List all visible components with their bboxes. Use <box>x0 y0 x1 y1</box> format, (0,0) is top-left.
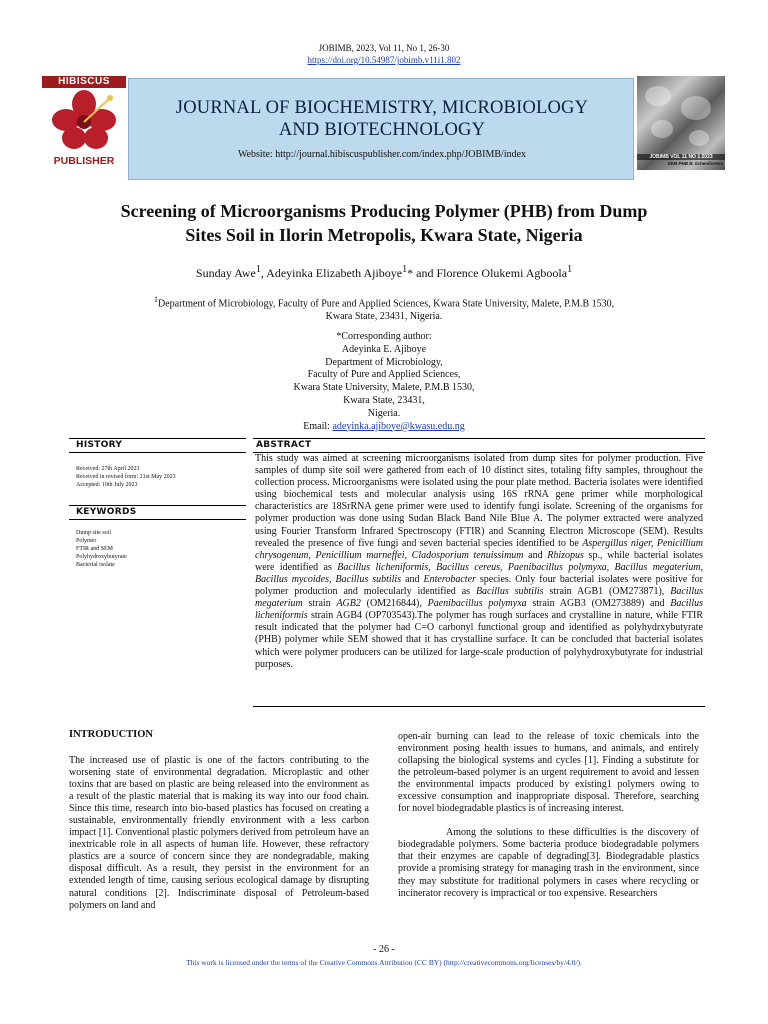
logo-top-text: HIBISCUS <box>42 76 126 88</box>
divider <box>69 438 246 439</box>
divider <box>69 505 246 506</box>
hibiscus-flower-icon <box>44 88 124 154</box>
page-number: - 26 - <box>373 944 395 955</box>
divider <box>69 519 246 520</box>
citation-header <box>0 42 768 66</box>
author-name: Sunday Awe <box>195 266 256 280</box>
paper-title <box>60 199 708 247</box>
paragraph: The increased use of plastic is one of the factors contributing to the worsening state of environmental degradation. Microplastic and other toxins that are based on plastic are being released into the environment as a result of the plastic material that is making its way into our food chain. Since this time, research into bio-based plastics has focused on creating a sustainable, environmentally friendly environment with a less carbon impact [1]. Conventional plastic polymers derived from petroleum have an inextricable role in all aspects of human life. However, these refractory plastics are a source of concern since they are nondegradable, making disposal difficult. As a result, they persist in the environment for an extended length of time, causing serious ecological damage by disrupting natural conditions [2]. Indiscriminate disposal of Petroleum-based polymers on land and <box>69 755 369 911</box>
divider <box>69 452 246 453</box>
keyword-item: Dump site soil <box>76 530 112 536</box>
journal-banner <box>42 76 725 184</box>
journal-title-box <box>128 78 634 180</box>
divider <box>253 706 705 707</box>
paper-title-line1: Screening of Microorganisms Producing Polymer (PHB) from Dump <box>120 201 648 221</box>
keywords-heading: KEYWORDS <box>76 507 137 517</box>
affiliation: $^1$Department of Microbiology, Faculty of Pure and Applied Sciences, Kwara State University, Malete, P.M.B 1530, Kwara State, 23431, Nigeria. <box>153 295 615 323</box>
publisher-logo <box>42 76 126 170</box>
journal-title-line1: JOURNAL OF BIOCHEMISTRY, MICROBIOLOGY <box>175 98 589 118</box>
keyword-item: Polyhydroxybutyrate <box>76 554 127 560</box>
abstract-text: This study was aimed at screening microorganisms isolated from dump sites for polymer production. Five samples of dump site soil were gathered from each of 10 distinct sites, totaling fifty samples, throughout the collection process. Microorganisms were isolated using the pour plate method. Bacteria isolates were identified using biochemical tests and molecular analysis using 16S rRNA gene primer while morphological characteristics are 18SrRNA gene primer were used to identify fungi isolate. Screening of the organisms for polymer production was done using Sudan Black Band Nile Blue A. The polymer extracted were analyzed using Fourier Transform Infrared Spectroscopy (FTIR) and Scanning Electron Microscope (SEM). Results revealed the presence of five fungi and seven bacterial species identified to be Aspergillus niger, Penicillium chrysogenum, Penicillium marneffei, Cladosporium tenuissimum and Rhizopus sp., while bacterial isolates were identified as Bacillus licheniformis, Bacillus cereus, Paenibacillus polymyxa, Bacillus megaterium, Bacillus mycoides, Bacillus subtilis and Enterobacter species. Only four bacterial isolates were positive for polymer production and molecularly identified as Bacillus subtilis strain AGB1 (OM273871), Bacillus megaterium strain AGB2 (OM216844), Paenibacillus polymyxa strain AGB3 (OM273889) and Bacillus licheniformis strain AGB4 (OP703543).The polymer has rough surfaces and crystalline in nature, while FTIR result indicated that the polymer had C=O carbonyl functional group and identified as polyhydrxybutyrate (PHB) polymer while SEM showed that it has crystalline surface. It can be concluded that bacterial isolates which were polymer producers can be utilized for large-scale production of polyhydroxybutyrate for industrial purposes. <box>255 453 703 670</box>
journal-title-line2: AND BIOTECHNOLOGY <box>278 120 486 140</box>
keyword-list <box>76 529 246 569</box>
body-column-right <box>398 731 699 912</box>
body-column-left <box>69 755 369 924</box>
email-link[interactable]: adeyinka.ajiboye@kwasu.edu.ng <box>332 420 465 432</box>
author-name: Florence Olukemi Agboola <box>436 266 568 280</box>
keyword-item: FTIR and SEM <box>76 546 114 552</box>
logo-bottom-text: PUBLISHER <box>53 155 115 167</box>
corresponding-author: *Corresponding author: Adeyinka E. Ajiboye Department of Microbiology, Faculty of Pure and Applied Sciences, Kwara State University, Malete, P.M.B 1530, Kwara State, 23431, Nigeria. Email: adeyinka.ajiboye@kwasu.edu.ng <box>293 331 475 432</box>
doi-link[interactable]: https://doi.org/10.54987/jobimb.v11i1.802 <box>307 55 461 65</box>
license-note: This work is licensed under the terms of the Creative Commons Attribution (CC BY) (http://creativecommons.org/licenses/by/4.0/). <box>186 958 582 967</box>
journal-website: Website: http://journal.hibiscuspublisher.com/index.php/JOBIMB/index <box>237 149 527 160</box>
author-name: Adeyinka Elizabeth Ajiboye <box>266 266 403 280</box>
citation: JOBIMB, 2023, Vol 11, No 1, 26-30 <box>318 43 450 53</box>
history-heading: HISTORY <box>76 440 123 450</box>
cover-subcaption: SEM PHB B. licheniformis <box>667 161 723 166</box>
introduction-heading: INTRODUCTION <box>69 729 154 740</box>
author-list: Sunday Awe$^1$, Adeyinka Elizabeth Ajiboye$^1$* and Florence Olukemi Agboola$^1$ <box>195 264 573 280</box>
divider <box>253 438 705 439</box>
paper-title-line2: Sites Soil in Ilorin Metropolis, Kwara State, Nigeria <box>185 225 583 245</box>
keyword-item: Bacterial isolate <box>76 562 115 568</box>
history-dates: Received: 27th April 2023 Received in revised form: 21st May 2023 Accepted: 10th July 2023 <box>76 466 176 488</box>
keyword-item: Polymer <box>76 538 97 544</box>
journal-title <box>129 97 635 141</box>
journal-cover-image <box>637 76 725 170</box>
abstract-heading: ABSTRACT <box>256 440 312 450</box>
paragraph: open-air burning can lead to the release of toxic chemicals into the environment posing health issues to humans, and animals, and entirely collapsing the biological systems and cycles [1]. Finding a substitute for the petroleum-based polymer is an urgent requirement to avoid and lessen the environmental impacts produced by existing1 polymers owing to excessive consumption and inappropriate disposal. Therefore, searching for novel biodegradable plastics is of increasing interest. <box>398 731 699 815</box>
cover-caption: JOBIMB VOL 11 NO 1 2023 <box>637 154 725 160</box>
paragraph: Among the solutions to these difficulties is the discovery of biodegradable polymers. Some bacteria produce biodegradable polymers that their enzymes are capable of degrading[3]. Biodegradable plastics provide a promising strategy for managing trash in the environment, since they may substitute for traditional polymers in cases where recycling or incinerator recovery is impractical or too expensive. Researchers <box>398 827 699 899</box>
